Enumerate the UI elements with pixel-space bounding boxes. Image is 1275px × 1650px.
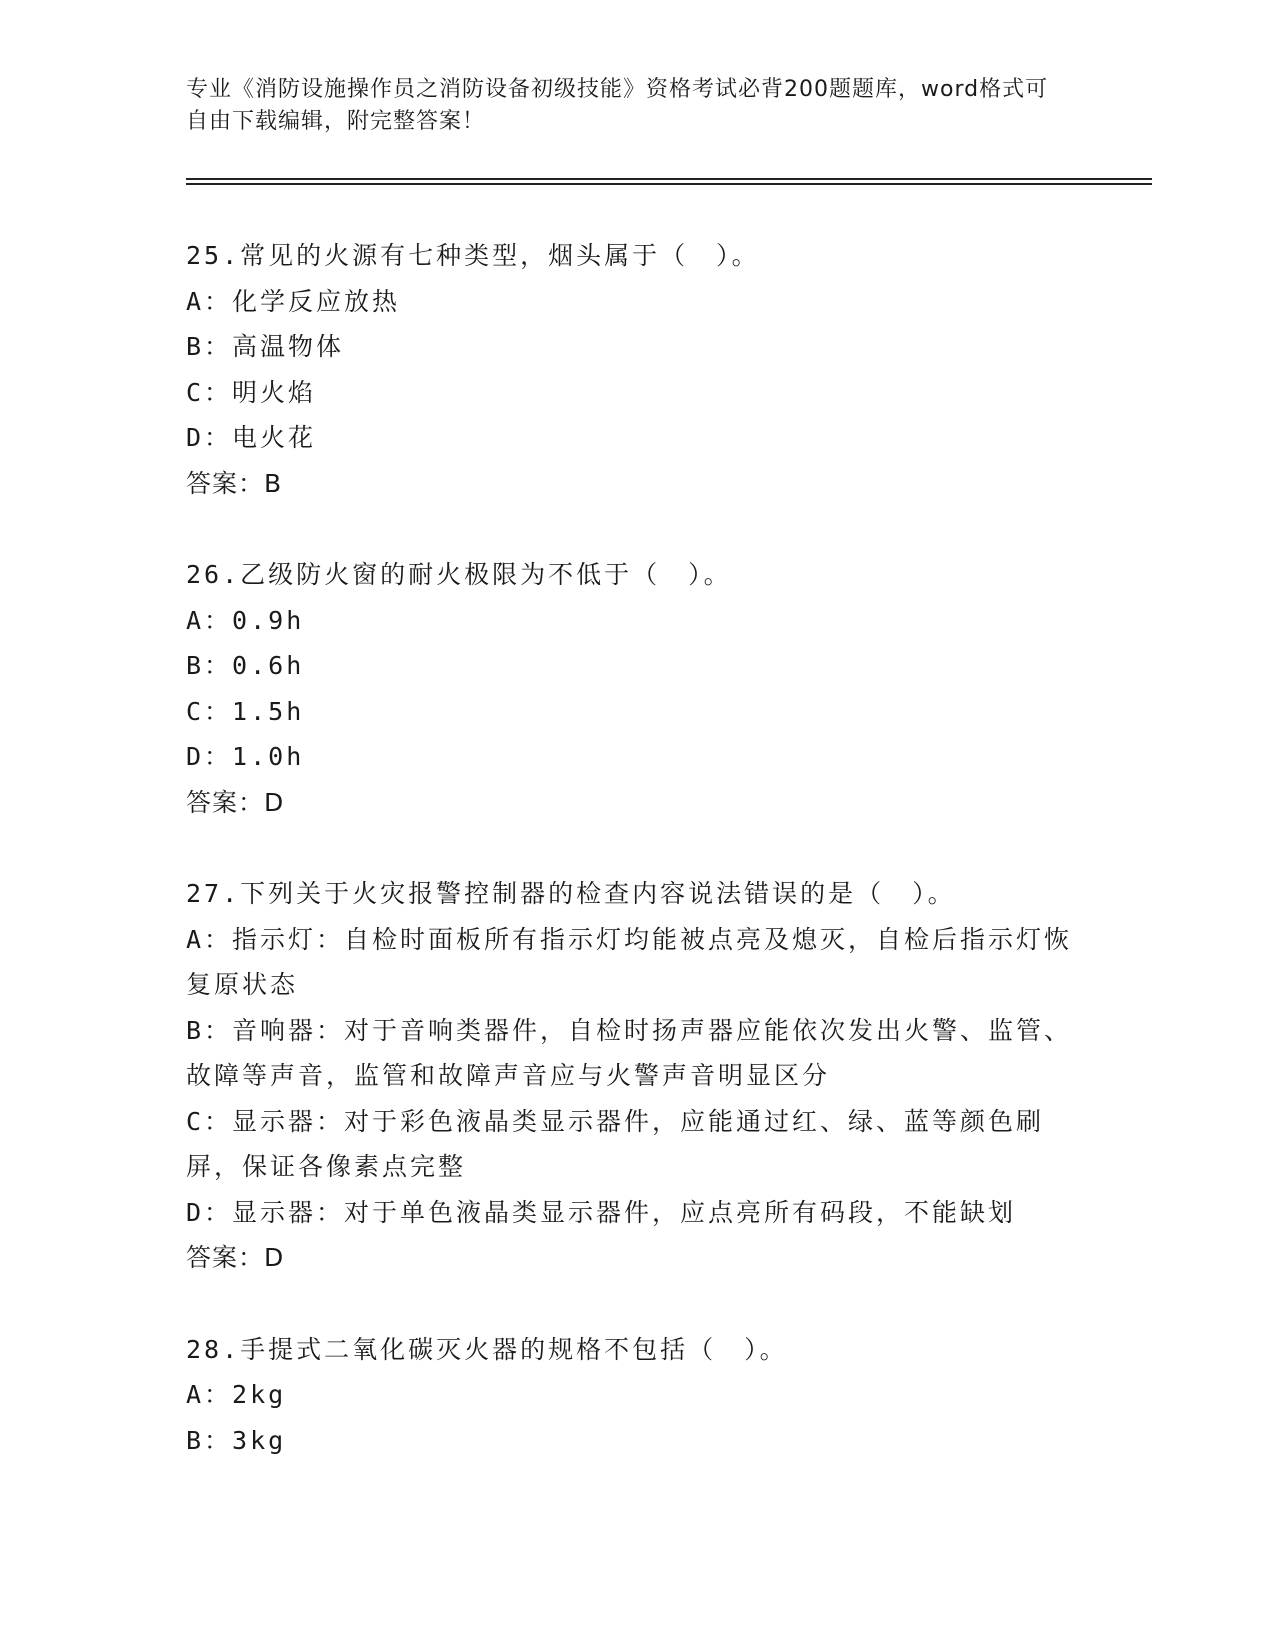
option-b: B：音响器：对于音响类器件，自检时扬声器应能依次发出火警、监管、故障等声音，监管和故障声音应与火警声音明显区分 [186, 1015, 1073, 1090]
option-c: C：显示器：对于彩色液晶类显示器件，应能通过红、绿、蓝等颜色刷屏，保证各像素点完整 [186, 1106, 1045, 1181]
option-a: A：化学反应放热 [186, 286, 401, 316]
question-27 [186, 871, 1086, 1281]
option-c: C：明火焰 [186, 377, 317, 407]
question-25 [186, 233, 1086, 506]
option-d: D：显示器：对于单色液晶类显示器件，应点亮所有码段，不能缺划 [186, 1197, 1017, 1227]
question-stem: 25.常见的火源有七种类型，烟头属于（ ）。 [186, 241, 760, 270]
header-rule-top [186, 178, 1152, 180]
answer-line: 答案：D [186, 1243, 285, 1272]
option-a: A：0.9h [186, 605, 305, 635]
question-stem: 28.手提式二氧化碳灭火器的规格不包括（ ）。 [186, 1334, 788, 1364]
option-b: B：高温物体 [186, 332, 345, 361]
option-a: A：指示灯：自检时面板所有指示灯均能被点亮及熄灭，自检后指示灯恢复原状态 [186, 924, 1073, 999]
question-28 [186, 1327, 1086, 1464]
question-26 [186, 552, 1086, 825]
question-list [186, 233, 1086, 1509]
answer-line: 答案：D [186, 787, 285, 817]
option-b: B：3kg [186, 1425, 287, 1455]
option-a: A：2kg [186, 1380, 287, 1409]
document-header: 专业《消防设施操作员之消防设备初级技能》资格考试必背200题题库，word格式可自由下载编辑，附完整答案！ [186, 77, 1049, 134]
option-c: C：1.5h [186, 696, 305, 726]
answer-line: 答案：B [186, 468, 283, 498]
question-stem: 26.乙级防火窗的耐火极限为不低于（ ）。 [186, 560, 732, 589]
header-rule-bottom [186, 183, 1152, 185]
question-stem: 27.下列关于火灾报警控制器的检查内容说法错误的是（ ）。 [186, 879, 956, 908]
option-b: B：0.6h [186, 651, 305, 680]
option-d: D：电火花 [186, 423, 317, 452]
option-d: D：1.0h [186, 742, 305, 771]
